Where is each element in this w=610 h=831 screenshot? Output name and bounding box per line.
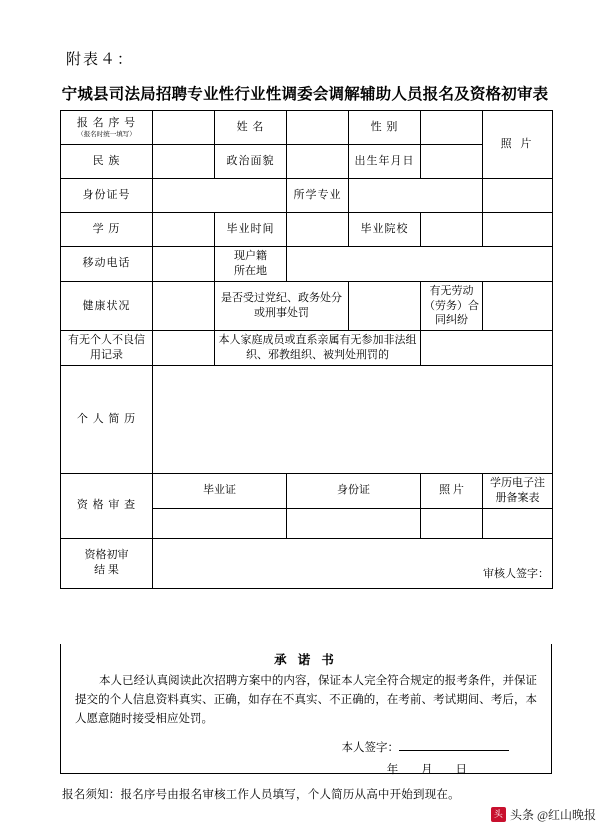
- field-label-name: 姓 名: [215, 111, 287, 145]
- table-row: [61, 111, 553, 145]
- promise-date-label: 年 月 日: [386, 763, 477, 776]
- field-label-credit-record: 有无个人不良信用记录: [61, 331, 153, 366]
- table-row: [61, 213, 553, 247]
- field-label-major: 所学专业: [287, 179, 349, 213]
- field-label-labor-dispute: 有无劳动（劳务）合同纠纷: [421, 281, 483, 331]
- table-row: [61, 538, 553, 588]
- field-value-resume[interactable]: [153, 365, 553, 473]
- qualification-item-registration-form: 学历电子注册备案表: [483, 473, 553, 508]
- field-label-political-status: 政治面貌: [215, 145, 287, 179]
- promise-signature-label: 本人签字：: [341, 741, 399, 754]
- application-form-table: [60, 110, 553, 589]
- field-label-discipline-record: 是否受过党纪、政务处分或刑事处罚: [215, 281, 349, 331]
- field-value-ethnicity[interactable]: [153, 145, 215, 179]
- attachment-label: 附表４：: [66, 52, 135, 68]
- field-label-resume: 个 人 简 历: [61, 365, 153, 473]
- watermark-text: 头条 @红山晚报: [509, 808, 596, 822]
- field-value-major[interactable]: [349, 179, 483, 213]
- photo-spacer-2: [483, 213, 553, 247]
- field-value-education[interactable]: [153, 213, 215, 247]
- promise-signature-row: [75, 739, 537, 755]
- table-row: [61, 247, 553, 282]
- promise-body: 本人已经认真阅读此次招聘方案中的内容，保证本人完全符合规定的报考条件，并保证提交的个人信息资料真实、正确，如存在不真实、不正确的，在考前、考试期间、考后，本人愿意随时接受相应处罚。: [75, 675, 537, 725]
- field-value-residence[interactable]: [287, 247, 553, 282]
- field-label-ethnicity: 民 族: [61, 145, 153, 179]
- field-label-health: 健康状况: [61, 281, 153, 331]
- field-label-id-number: 身份证号: [61, 179, 153, 213]
- promise-section: [60, 644, 552, 774]
- field-label-school: 毕业院校: [349, 213, 421, 247]
- qualification-value-diploma[interactable]: [153, 508, 287, 538]
- field-value-graduation-time[interactable]: [287, 213, 349, 247]
- qualification-value-id-card[interactable]: [287, 508, 421, 538]
- field-value-name[interactable]: [287, 111, 349, 145]
- field-label-residence: 现户籍 所在地: [215, 247, 287, 282]
- qualification-item-id-card: 身份证: [287, 473, 421, 508]
- field-value-family-record[interactable]: [421, 331, 553, 366]
- reviewer-signature-label: 审核人签字：: [483, 567, 549, 580]
- promise-signature-line[interactable]: [399, 750, 509, 751]
- toutiao-logo-icon: 头: [491, 807, 506, 822]
- serial-number-note: （报名时统一填写）: [77, 131, 136, 139]
- table-row: [61, 331, 553, 366]
- page-title: 宁城县司法局招聘专业性行业性调委会调解辅助人员报名及资格初审表: [61, 86, 549, 103]
- field-value-serial-number[interactable]: [153, 111, 215, 145]
- field-label-mobile-phone: 移动电话: [61, 247, 153, 282]
- field-value-birthdate[interactable]: [421, 145, 483, 179]
- table-row: [61, 281, 553, 331]
- field-label-gender: 性 别: [349, 111, 421, 145]
- field-value-mobile-phone[interactable]: [153, 247, 215, 282]
- field-value-preliminary-result[interactable]: [153, 538, 553, 588]
- qualification-item-diploma: 毕业证: [153, 473, 287, 508]
- table-row: [61, 473, 553, 508]
- serial-number-label: 报 名 序 号: [76, 117, 137, 130]
- field-value-labor-dispute[interactable]: [483, 281, 553, 331]
- qualification-value-photo[interactable]: [421, 508, 483, 538]
- field-label-qualification-check: 资 格 审 查: [61, 473, 153, 538]
- field-value-credit-record[interactable]: [153, 331, 215, 366]
- table-row: [61, 179, 553, 213]
- field-value-health[interactable]: [153, 281, 215, 331]
- watermark: [491, 806, 596, 823]
- field-value-gender[interactable]: [421, 111, 483, 145]
- field-value-political-status[interactable]: [287, 145, 349, 179]
- field-label-serial-number: [61, 111, 153, 145]
- qualification-value-registration-form[interactable]: [483, 508, 553, 538]
- registration-notice: 报名须知：报名序号由报名审核工作人员填写，个人简历从高中开始到现在。: [62, 789, 460, 801]
- photo-box[interactable]: 照 片: [483, 111, 553, 179]
- photo-spacer-1: [483, 179, 553, 213]
- table-row: [61, 145, 553, 179]
- field-label-graduation-time: 毕业时间: [215, 213, 287, 247]
- field-label-preliminary-result: 资格初审 结 果: [61, 538, 153, 588]
- field-label-family-record: 本人家庭成员或直系亲属有无参加非法组织、邪教组织、被判处刑罚的: [215, 331, 421, 366]
- table-row: [61, 365, 553, 473]
- qualification-item-photo: 照 片: [421, 473, 483, 508]
- field-value-id-number[interactable]: [153, 179, 287, 213]
- field-value-discipline-record[interactable]: [349, 281, 421, 331]
- field-label-education: 学 历: [61, 213, 153, 247]
- field-label-birthdate: 出生年月日: [349, 145, 421, 179]
- field-value-school[interactable]: [421, 213, 483, 247]
- promise-title: 承 诺 书: [274, 653, 338, 667]
